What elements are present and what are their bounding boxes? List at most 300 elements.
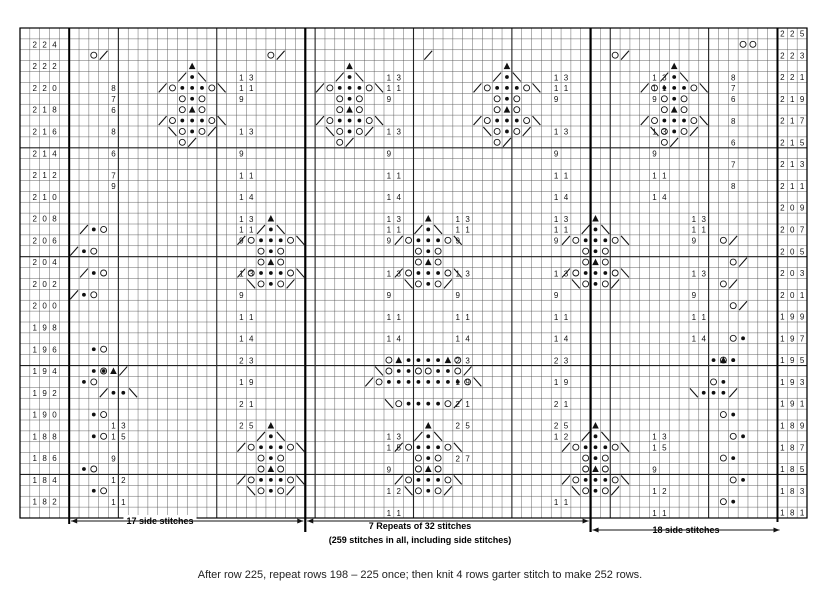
stitch-count: 1 [465,312,470,322]
row-number-right: 9 [790,312,795,322]
bobble-symbol [92,369,96,373]
k2tog-symbol [670,138,678,147]
stitch-count: 1 [239,225,244,235]
row-number-left: 1 [32,410,37,420]
k2tog-symbol [316,83,324,92]
stitch-count: 1 [386,127,392,137]
ssk-symbol [296,236,304,245]
k2tog-symbol [415,225,423,234]
bobble-symbol [426,456,430,460]
bobble-symbol [348,75,352,79]
stitch-count: 1 [121,497,126,507]
row-number-left: 8 [42,475,47,485]
stitch-count: 1 [248,312,254,322]
bobble-symbol [603,238,607,242]
bobble-symbol [407,358,411,362]
yarn-over-symbol [386,368,392,374]
stitch-count: 1 [553,214,559,224]
yarn-over-symbol [337,107,343,113]
triangle-symbol [189,63,196,70]
triangle-symbol [504,63,511,70]
stitch-count: 9 [652,149,657,159]
bobble-symbol [436,358,440,362]
k2tog-symbol [365,377,373,386]
yarn-over-symbol [199,107,205,113]
stitch-count: 1 [553,432,559,442]
row-number-left: 9 [42,388,47,398]
bobble-symbol [731,413,735,417]
bobble-symbol [426,238,430,242]
bobble-symbol [505,86,509,90]
row-number-right: 2 [780,116,785,126]
row-number-right: 8 [790,443,795,453]
stitch-count: 9 [111,182,116,192]
ssk-symbol [601,225,609,234]
ssk-symbol [129,388,137,397]
yarn-over-symbol [573,237,579,243]
yarn-over-symbol [455,368,461,374]
stitch-count: 1 [652,432,657,442]
stitch-count: 2 [563,432,569,442]
row-number-left: 9 [42,367,47,377]
yarn-over-symbol [278,488,284,494]
stitch-count: 1 [662,508,667,518]
yarn-over-symbol [435,281,441,287]
yarn-over-symbol [288,444,294,450]
stitch-count: 1 [248,399,254,409]
yarn-over-symbol [91,248,97,254]
bobble-symbol [702,391,706,395]
stitch-count: 1 [563,171,569,181]
stitch-count: 1 [563,84,569,94]
stitch-count: 1 [701,225,706,235]
yarn-over-symbol [278,259,284,265]
row-number-left: 1 [42,192,47,202]
side-stitches-left-label: 17 side stitches [126,516,194,526]
bobble-symbol [269,456,273,460]
stitch-count: 3 [563,269,569,279]
bobble-symbol [594,282,598,286]
triangle-symbol [425,215,432,222]
yarn-over-symbol [101,270,107,276]
stitch-count: 1 [455,269,460,279]
stitch-count: 1 [553,334,559,344]
row-number-right: 3 [799,486,805,496]
yarn-over-symbol [248,237,254,243]
stitch-count: 1 [248,171,254,181]
stitch-count: 1 [553,312,559,322]
stitch-count: 1 [553,73,559,83]
row-number-right: 9 [799,94,805,104]
k2tog-symbol [424,51,432,60]
row-number-right: 2 [780,73,785,83]
stitch-count: 1 [652,171,657,181]
bobble-symbol [731,456,735,460]
ssk-symbol [690,388,698,397]
bobble-symbol [180,86,184,90]
k2tog-symbol [739,301,747,310]
ssk-symbol [474,377,482,386]
k2tog-symbol [80,269,88,278]
ssk-symbol [198,73,206,82]
yarn-over-symbol [445,237,451,243]
stitch-count: 4 [662,193,667,203]
bobble-symbol [594,478,598,482]
row-number-left: 2 [32,127,37,137]
row-number-left: 0 [52,192,57,202]
bobble-symbol [426,249,430,253]
row-number-right: 1 [799,181,805,191]
stitch-count: 9 [553,236,559,246]
k2tog-symbol [119,367,127,376]
stitch-count: 3 [248,214,254,224]
yarn-over-symbol [425,368,431,374]
stitch-count: 4 [248,334,254,344]
yarn-over-symbol [494,107,500,113]
bobble-symbol [338,86,342,90]
bobble-symbol [721,391,725,395]
stitch-count: 1 [111,476,116,486]
row-number-right: 5 [799,247,805,257]
stitch-count: 1 [563,399,569,409]
k2tog-symbol [70,247,78,256]
left-side-arrow-head [71,519,77,524]
stitch-count: 1 [248,225,254,235]
triangle-symbol [346,106,353,113]
row-number-right: 2 [790,51,795,61]
yarn-over-symbol [514,107,520,113]
stitch-count: 3 [248,127,254,137]
stitch-count: 1 [386,269,392,279]
k2tog-symbol [464,367,472,376]
row-number-right: 1 [799,290,805,300]
yarn-over-symbol [435,488,441,494]
bobble-symbol [417,402,421,406]
yarn-over-symbol [573,444,579,450]
stitch-count: 1 [239,127,244,137]
stitch-count: 2 [455,421,460,431]
row-number-right: 5 [799,465,805,475]
yarn-over-symbol [612,52,618,58]
stitch-count: 2 [121,476,126,486]
bobble-symbol [357,86,361,90]
bobble-symbol [584,478,588,482]
row-number-right: 1 [780,486,785,496]
stitch-count: 1 [386,432,392,442]
stitch-count: 2 [239,399,244,409]
bobble-symbol [259,271,263,275]
stitch-count: 7 [111,171,116,181]
yarn-over-symbol [356,96,362,102]
bobble-symbol [662,119,666,123]
yarn-over-symbol [258,248,264,254]
k2tog-symbol [395,475,403,484]
yarn-over-symbol [327,118,333,124]
stitch-count: 1 [386,508,392,518]
yarn-over-symbol [258,281,264,287]
yarn-over-symbol [720,455,726,461]
bobble-symbol [603,478,607,482]
repeat-arrow-head [583,519,589,524]
bobble-symbol [584,238,588,242]
ssk-symbol [621,269,629,278]
yarn-over-symbol [583,248,589,254]
triangle-symbol [592,259,599,266]
stitch-count: 1 [396,312,401,322]
bobble-symbol [426,358,430,362]
bobble-symbol [112,391,116,395]
yarn-over-symbol [602,281,608,287]
right-side-arrow-head [593,528,599,533]
row-number-left: 8 [52,432,57,442]
row-number-right: 1 [780,465,785,475]
yarn-over-symbol [248,444,254,450]
row-number-right: 1 [790,181,795,191]
row-number-left: 2 [42,62,47,72]
row-number-left: 2 [32,279,37,289]
bobble-symbol [417,380,421,384]
yarn-over-symbol [524,118,530,124]
row-number-right: 3 [799,51,805,61]
yarn-over-symbol [661,139,667,145]
bobble-symbol [269,271,273,275]
row-number-right: 2 [780,203,785,213]
row-number-left: 1 [32,345,37,355]
bobble-symbol [731,500,735,504]
yarn-over-symbol [199,96,205,102]
row-number-right: 9 [799,203,805,213]
triangle-symbol [346,63,353,70]
yarn-over-symbol [583,455,589,461]
stitch-count: 3 [563,214,569,224]
row-number-right: 1 [780,334,785,344]
yarn-over-symbol [681,96,687,102]
yarn-over-symbol [258,259,264,265]
bobble-symbol [446,369,450,373]
stitch-count: 1 [563,225,569,235]
yarn-over-symbol [583,281,589,287]
yarn-over-symbol [396,401,402,407]
repeats-note: (259 stitches in all, including side stitches) [328,535,512,545]
bobble-symbol [92,489,96,493]
yarn-over-symbol [101,433,107,439]
row-number-right: 2 [780,247,785,257]
stitch-count: 9 [386,95,392,105]
row-number-right: 1 [780,508,785,518]
yarn-over-symbol [740,41,746,47]
row-number-left: 2 [32,171,37,181]
stitch-count: 9 [239,291,244,301]
yarn-over-symbol [583,488,589,494]
bobble-symbol [259,238,263,242]
stitch-count: 9 [386,149,392,159]
stitch-count: 1 [239,378,244,388]
stitch-count: 1 [386,193,392,203]
ssk-symbol [434,432,442,441]
yarn-over-symbol [278,466,284,472]
stitch-count: 9 [455,236,460,246]
yarn-over-symbol [406,444,412,450]
yarn-over-symbol [278,455,284,461]
ssk-symbol [169,127,177,136]
row-number-left: 2 [52,171,57,181]
stitch-count: 1 [239,312,244,322]
bobble-symbol [190,86,194,90]
row-number-right: 9 [790,377,795,387]
row-number-right: 1 [780,421,785,431]
yarn-over-symbol [720,412,726,418]
ssk-symbol [247,486,255,495]
ssk-symbol [218,83,226,92]
row-number-left: 0 [52,410,57,420]
stitch-count: 1 [386,225,392,235]
row-number-left: 2 [32,214,37,224]
stitch-count: 3 [396,269,401,279]
k2tog-symbol [474,83,482,92]
k2tog-symbol [287,486,295,495]
stitch-count: 9 [553,149,559,159]
k2tog-symbol [395,236,403,245]
stitch-count: 3 [563,356,569,366]
yarn-over-symbol [199,128,205,134]
bobble-symbol [348,119,352,123]
yarn-over-symbol [386,357,392,363]
row-number-right: 7 [799,116,805,126]
bobble-symbol [584,445,588,449]
stitch-count: 1 [652,127,657,137]
yarn-over-symbol [209,85,215,91]
k2tog-symbol [316,116,324,125]
bobble-symbol [426,402,430,406]
bobble-symbol [190,75,194,79]
yarn-over-symbol [435,455,441,461]
ssk-symbol [247,279,255,288]
row-number-right: 3 [799,269,805,279]
bobble-symbol [741,434,745,438]
stitch-count: 8 [730,116,736,126]
yarn-over-symbol [494,139,500,145]
stitch-count: 1 [386,312,392,322]
yarn-over-symbol [730,259,736,265]
row-number-left: 8 [52,214,57,224]
stitch-count: 1 [563,497,569,507]
stitch-count: 5 [396,443,401,453]
bobble-symbol [259,445,263,449]
row-number-left: 0 [42,301,47,311]
stitch-count: 1 [396,84,401,94]
stitch-count: 1 [239,269,244,279]
yarn-over-symbol [602,248,608,254]
yarn-over-symbol [681,107,687,113]
triangle-symbol [425,466,432,473]
row-number-right: 7 [799,225,805,235]
row-number-right: 9 [799,312,805,322]
bobble-symbol [426,489,430,493]
yarn-over-symbol [101,346,107,352]
ssk-symbol [296,269,304,278]
yarn-over-symbol [573,270,579,276]
yarn-over-symbol [327,85,333,91]
bobble-symbol [603,445,607,449]
bobble-symbol [594,445,598,449]
row-number-right: 9 [799,421,805,431]
stitch-count: 7 [730,160,736,170]
k2tog-symbol [208,127,216,136]
bobble-symbol [505,130,509,134]
bobble-symbol [92,271,96,275]
yarn-over-symbol [612,444,618,450]
row-number-right: 1 [799,73,805,83]
stitch-count: 4 [563,334,569,344]
bobble-symbol [269,228,273,232]
yarn-over-symbol [514,128,520,134]
stitch-count: 3 [396,127,401,137]
yarn-over-symbol [524,85,530,91]
row-number-left: 0 [42,214,47,224]
row-number-left: 1 [32,475,37,485]
bobble-symbol [672,130,676,134]
bobble-symbol [190,119,194,123]
stitch-count: 3 [248,269,254,279]
triangle-symbol [504,106,511,113]
row-number-right: 0 [790,247,795,257]
stitch-count: 5 [465,421,470,431]
stitch-count: 3 [121,421,126,431]
bobble-symbol [92,434,96,438]
triangle-symbol [268,466,275,473]
row-number-right: 9 [790,356,795,366]
yarn-over-symbol [356,128,362,134]
stitch-count: 1 [455,312,460,322]
stitch-count: 3 [465,214,470,224]
stitch-count: 1 [662,84,667,94]
yarn-over-symbol [435,259,441,265]
bobble-symbol [92,347,96,351]
stitch-count: 8 [111,127,116,137]
ssk-symbol [454,475,462,484]
yarn-over-symbol [435,248,441,254]
stitch-count: 2 [396,487,401,497]
row-number-right: 2 [790,29,795,39]
yarn-over-symbol [661,107,667,113]
yarn-over-symbol [288,270,294,276]
stitch-count: 1 [652,508,657,518]
stitch-count: 2 [239,356,244,366]
row-number-right: 0 [790,290,795,300]
k2tog-symbol [641,116,649,125]
stitch-count: 1 [386,334,392,344]
chart-footer-caption: After row 225, repeat rows 198 – 225 once; then knit 4 rows garter stitch to make 252 rows. [197,569,643,581]
row-number-left: 8 [52,105,57,115]
stitch-count: 1 [455,378,460,388]
stitch-count: 1 [701,312,706,322]
stitch-count: 1 [465,399,470,409]
triangle-symbol [189,106,196,113]
bobble-symbol [269,478,273,482]
stitch-count: 2 [553,421,559,431]
stitch-count: 3 [248,356,254,366]
bobble-symbol [594,434,598,438]
yarn-over-symbol [415,281,421,287]
stitch-count: 1 [386,84,392,94]
row-number-left: 1 [32,388,37,398]
bobble-symbol [407,369,411,373]
yarn-over-symbol [494,128,500,134]
stitch-count: 9 [111,454,116,464]
yarn-over-symbol [101,412,107,418]
row-number-left: 9 [42,323,47,333]
bobble-symbol [397,380,401,384]
